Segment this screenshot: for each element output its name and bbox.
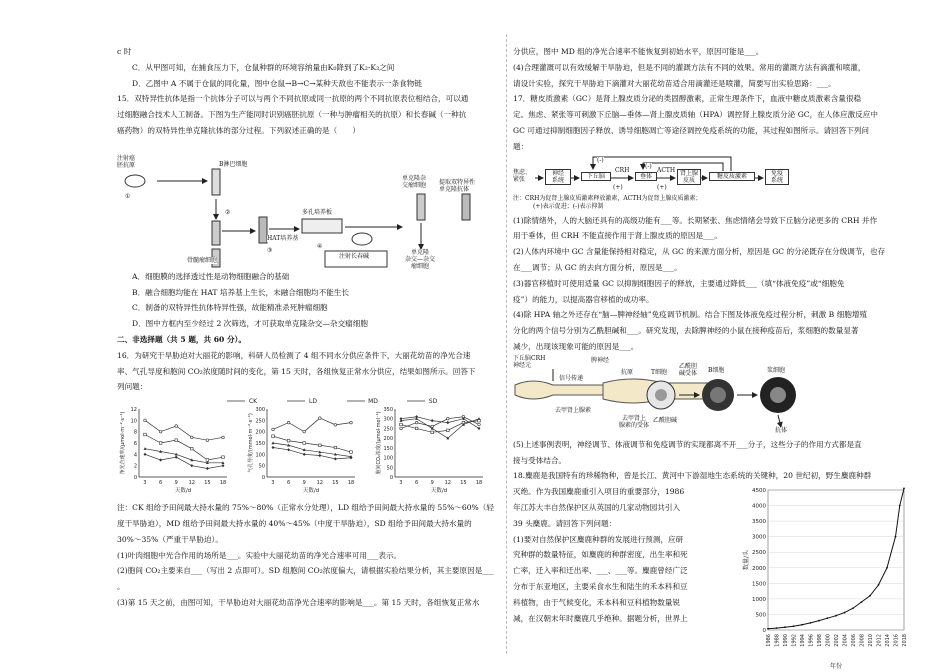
legend-entry: CK (248, 398, 258, 406)
x-tick-label: 2006 (851, 634, 857, 647)
y-axis-label: 净光合速率/(μmol·m⁻²·s⁻¹) (120, 411, 126, 475)
text-line: 亡率，迁入率和迁出率、___、___等。麋鹿曾经广泛 (513, 566, 688, 576)
data-point (222, 456, 225, 459)
text-line: 在___调节；从 GC 的去向方面分析，原因是___。 (513, 262, 682, 272)
y-tick-label: 50 (386, 465, 393, 472)
hypothalamus-box: 下丘脑 (581, 172, 611, 181)
text-line: 减，在汉朝末年时麋鹿几乎绝种。据题分析，世界上 (513, 613, 688, 623)
text-line: 灭绝。作为我国麋鹿重引入项目的重要部分，1986 (513, 487, 685, 497)
series-line-CK (401, 417, 479, 429)
y-tick-label: 300 (383, 416, 393, 423)
x-tick-label: 6 (287, 480, 291, 487)
y-tick-label: 500 (755, 612, 766, 619)
series-line-CK (273, 418, 351, 432)
step-4: ④ (317, 242, 323, 250)
step-2: ② (225, 208, 231, 216)
data-point (319, 444, 322, 447)
data-point (415, 427, 418, 430)
data-point (272, 446, 275, 449)
y-tick-label: 2 (133, 463, 137, 470)
series-line-SD (273, 448, 351, 459)
y-axis-label: 胞间CO₂浓度/(μmol·mol⁻¹) (376, 411, 382, 475)
note-line: 注：CK 组给予田间最大持水量的 75%～80%（正常水分处理），LD 组给予田间最大持水量的 55%～60%（轻 (117, 503, 494, 513)
hybrid-label: 单克隆 杂交—杂交 瘤细胞 (405, 248, 436, 270)
x-tick-label: 6 (415, 480, 419, 487)
data-point (303, 431, 306, 434)
data-point (447, 418, 450, 421)
data-point (144, 433, 147, 436)
text-line: 科植物，由于气候变化，禾本科和豆科植物数量锐 (513, 597, 681, 607)
y-tick-label: 4500 (752, 488, 766, 494)
data-point (903, 488, 905, 490)
data-point (175, 456, 178, 459)
data-point (144, 447, 147, 450)
option-b: B．融合细胞均能在 HAT 培养基上生长，未融合细胞均不能生长 (132, 287, 350, 297)
y-tick-label: 350 (383, 407, 393, 414)
data-point (206, 439, 209, 442)
data-point (431, 419, 434, 422)
y-tick-label: 10 (130, 418, 137, 425)
data-point (431, 431, 434, 434)
data-point (415, 421, 418, 424)
plasma-cell-label: 浆细胞 (767, 366, 786, 374)
t-cell-nucleus-icon (655, 389, 667, 401)
data-point (191, 448, 194, 451)
sub-question: (2)人体内环境中 GC 含量能保持相对稳定，从 GC 的来源方面分析，原因是 GC 的分泌既存在分级调节，也存 (513, 247, 886, 257)
option-c: C．制备的双特异性抗体特异性强，故能精准杀死肿瘤细胞 (132, 303, 328, 313)
data-point (318, 454, 321, 457)
x-tick-label: 1990 (783, 634, 789, 647)
data-point (159, 442, 162, 445)
option-a: A．细胞膜的选择透过性是动物细胞融合的基础 (132, 271, 290, 281)
data-point (478, 417, 481, 420)
y-tick-label: 200 (255, 429, 265, 436)
data-point (334, 457, 337, 460)
hat-label: HAT培养基 (267, 234, 299, 242)
x-axis-label: 天数/d (302, 488, 320, 495)
fusion-tube-icon (212, 221, 220, 245)
data-point (350, 451, 353, 454)
ach-receptor-label: 乙酰胆 碱受体 (679, 362, 698, 377)
y-tick-label: 150 (383, 446, 393, 453)
data-point (400, 417, 403, 420)
note-line: 度干旱胁迫），MD 组给予田间最大持水量的 40%～45%（中度干旱胁迫），SD 组给予田间最大持水量的 (117, 518, 472, 528)
data-point (478, 423, 481, 426)
x-tick-label: 18 (475, 480, 483, 487)
text-line: 分供应，图中 MD 组的净光合速率不能恢复到初始水平，原因可能是___。 (513, 47, 764, 56)
neuron-icon (515, 381, 603, 399)
x-tick-label: 6 (159, 480, 163, 487)
y-tick-label: 8 (133, 429, 137, 436)
y-tick-label: 4000 (752, 503, 766, 510)
mono-label: 单克隆杂 交瘤细胞 (402, 174, 427, 189)
extract-label: 提取双特异性 单克隆抗体 (439, 178, 476, 193)
y-axis-label: 数量/头 (743, 549, 750, 571)
option-d: D．乙图中 A 不属于仓鼠的同化量，图中仓鼠→B→C→某种天敌也不能表示一条食物链 (132, 78, 422, 88)
data-point (272, 435, 275, 438)
x-tick-label: 9 (430, 480, 434, 487)
immune-box: 免疫 系统 (765, 169, 789, 185)
y-tick-label: 6 (133, 441, 137, 448)
data-point (776, 627, 778, 629)
left-column (117, 44, 500, 611)
text-line: 率、气孔导度和胞间 CO₂浓度随时间的变化，第 15 天时，各组恢复正常水分供应，结果如图所示。回答下 (117, 366, 476, 376)
spleen-nerve-label: 脾神经 (591, 356, 610, 364)
x-tick-label: 3 (271, 480, 275, 487)
note: (+)表示促进；(-)表示抑制 (533, 202, 604, 210)
y-tick-label: 1000 (752, 596, 766, 603)
ach-label: 乙酰胆碱 (653, 416, 678, 424)
data-point (767, 628, 769, 630)
x-tick-label: 2018 (902, 634, 908, 647)
text-line: 减少，出现该现象可能的原因是___。 (513, 341, 639, 351)
data-point (415, 415, 418, 418)
b-cell-nucleus-icon (710, 387, 726, 403)
myeloma-label: 骨髓瘤细胞 (187, 256, 218, 264)
data-point (446, 421, 449, 424)
ne-label: 去甲肾上腺素 (555, 406, 592, 414)
subchart-2 (247, 407, 355, 494)
x-tick-label: 2014 (885, 634, 891, 647)
option-d: D．图中方框内至少经过 2 次筛选，才可获取单克隆杂交—杂交瘤细胞 (132, 319, 368, 329)
legend-entry: LD (309, 398, 317, 406)
y-tick-label: 3000 (752, 534, 766, 541)
brain-spleen-figure (513, 355, 908, 437)
data-point (784, 626, 786, 628)
charts-svg (117, 395, 500, 500)
text-line: 。 (117, 582, 125, 592)
data-point (319, 417, 322, 420)
text-line: 用于垂体，但 CRH 不能直接作用于肾上腺皮质的原因是___。 (513, 231, 723, 241)
series-line-SD (145, 454, 223, 468)
text-line: 题： (513, 141, 529, 151)
y-tick-label: 4 (133, 452, 137, 459)
x-tick-label: 12 (188, 480, 195, 487)
x-axis-label: 天数/d (174, 488, 192, 495)
text-line: 究种群的数量特征，如麋鹿的种群密度，出生率和死 (513, 550, 688, 560)
y-tick-label: 100 (255, 452, 265, 459)
x-tick-label: 18 (219, 480, 227, 487)
series-line-CK (145, 420, 223, 440)
crh-label: CRH (615, 166, 630, 174)
extract-tube-icon (462, 194, 470, 220)
mouse-icon (125, 175, 145, 187)
data-point (206, 459, 209, 462)
section-heading: 二、非选择题（共 5 题，共 60 分）。 (117, 334, 246, 344)
series-line-MD (145, 449, 223, 463)
data-point (447, 429, 450, 432)
x-tick-label: 1996 (808, 634, 815, 647)
y-tick-label: 0 (389, 475, 393, 482)
antigen-label: 抗原 (621, 368, 634, 376)
data-point (350, 421, 353, 424)
hat-tube-icon (259, 217, 267, 243)
y-tick-label: 150 (255, 441, 265, 448)
question-16: 16．为研究干旱胁迫对大丽花的影响，科研人员检测了 4 组不同水分供应条件下，大丽花幼苗的净光合速 (117, 350, 471, 360)
adrenal-box: 肾上腺 皮质 (677, 169, 701, 185)
hpa-axis-figure (513, 155, 908, 213)
y-tick-label: 0 (261, 475, 265, 482)
sub-question: (1)要对自然保护区麋鹿种群的发展进行预测，应研 (513, 534, 684, 544)
text-line: 请设计实验，探究干旱胁迫下滴灌对大丽花幼苗适合用滴灌还是喷灌，简要写出实验思路：___。 (513, 78, 836, 88)
y-tick-label: 300 (255, 407, 265, 414)
x-tick-label: 1988 (774, 634, 781, 647)
y-tick-label: 0 (762, 628, 766, 634)
data-point (175, 439, 178, 442)
population-line (768, 488, 904, 628)
data-point (190, 464, 193, 467)
step-3: ③ (267, 246, 273, 254)
feedback-minus: (-) (597, 156, 604, 164)
data-point (159, 431, 162, 434)
x-axis-label: 天数/d (430, 488, 448, 495)
x-tick-label: 18 (347, 480, 355, 487)
x-tick-label: 3 (143, 480, 147, 487)
data-point (844, 612, 846, 614)
data-point (835, 615, 837, 617)
subchart-1 (119, 407, 227, 494)
data-point (793, 625, 795, 627)
data-point (144, 419, 147, 422)
y-tick-label: 1500 (752, 581, 766, 588)
x-tick-label: 15 (204, 480, 211, 487)
data-point (899, 505, 901, 507)
sub-question: (3)第 15 天之前，由图可知，干旱胁迫对大丽花幼苗净光合速率的影响是___。第 15 天时，各组恢复正常水 (117, 597, 480, 607)
y-tick-label: 250 (255, 418, 265, 425)
acth-label: ACTH (657, 166, 676, 174)
y-tick-label: 2500 (752, 550, 766, 557)
note: 注：CRH为促肾上腺皮质激素释放激素，ACTH为促肾上腺皮质激素； (513, 195, 813, 202)
data-point (861, 601, 863, 603)
multiwell-plate-icon (302, 219, 342, 233)
vinblastine-label: 注射长春碱 (339, 252, 370, 260)
y-axis-label: 气孔导度/(mmol·m⁻²·s⁻¹) (248, 413, 254, 474)
gc-box: 糖皮质激素 (709, 172, 755, 181)
question-15: 15．双特异性抗体是指一个抗体分子可以与两个不同抗原或同一抗原的两个不同抗原表位相结合，可以通 (117, 94, 469, 104)
x-tick-label: 2004 (842, 634, 849, 647)
data-point (206, 467, 209, 470)
sub-question: (1)除情绪外，人的大脑还具有的高级功能有___等。长期紧张、焦虑情绪会导致下丘脑分泌更多的 CRH 并作 (513, 215, 878, 225)
data-point (852, 607, 854, 609)
text-line: 39 头麋鹿。请回答下列问题： (513, 518, 617, 528)
deer-population-chart (740, 484, 910, 670)
sub-question: (3)器官移植时可使用适量 GC 以抑制细胞因子的释放，主要通过降低___（填“体液免疫”或“细胞免 (513, 278, 845, 288)
ne-receptor-label: 去甲肾上 腺素的受体 (619, 414, 650, 429)
data-point (191, 436, 194, 439)
option-c: C．从甲图可知，在捕食压力下，仓鼠种群的环境容纳量由K₀降到了K₂-K₃之间 (132, 62, 395, 72)
data-point (400, 427, 403, 430)
x-tick-label: 2000 (825, 634, 832, 647)
pituitary-box: 垂体 (635, 172, 657, 181)
text-line: 列问题： (117, 382, 148, 392)
q18-text-block (513, 484, 743, 626)
legend-entry: SD (428, 398, 438, 406)
data-point (303, 453, 306, 456)
antibody-process-figure (117, 139, 500, 269)
column-divider (506, 34, 507, 654)
text-line: 分化的两个信号分别为乙酰胆碱和___。研究发现，去除脾神经的小鼠在接种疫苗后，浆细胞的数量显著 (513, 326, 859, 336)
data-point (159, 459, 162, 462)
plot-frame (768, 490, 904, 630)
text-line: c 时 (117, 47, 132, 56)
data-point (144, 453, 147, 456)
y-tick-label: 2000 (752, 565, 766, 572)
data-point (827, 617, 829, 619)
y-tick-label: 3500 (752, 519, 766, 526)
b-cell-label: B细胞 (708, 366, 725, 374)
data-point (895, 536, 897, 538)
stimulus-label: 焦虑、 紧张 (513, 168, 532, 183)
signal-label: 信号传递 (559, 374, 584, 382)
y-tick-label: 0 (133, 475, 137, 482)
data-point (478, 427, 481, 430)
data-point (287, 440, 290, 443)
sub-question: (5)上述事例表明，神经调节、体液调节和免疫调节的实现都离不开___分子，这些分子的作用方式都是直 (513, 439, 862, 449)
subchart-3 (375, 407, 483, 494)
nervous-system-box: 神经 系统 (545, 169, 571, 185)
x-tick-label: 15 (460, 480, 467, 487)
y-tick-label: 100 (383, 455, 393, 462)
x-tick-label: 3 (399, 480, 403, 487)
data-point (818, 620, 820, 622)
mouse-label: 注射癌 胚抗原 (117, 155, 157, 169)
text-line: 疫”）的能力，以提高器官移植的成功率。 (513, 294, 654, 304)
text-line: 接与受体结合。 (513, 455, 567, 465)
y-tick-label: 250 (383, 426, 393, 433)
x-tick-label: 12 (444, 480, 451, 487)
text-line: GC 可通过抑制细胞因子释放、诱导细胞凋亡等途径调控免疫系统的功能，其过程如图所示。请回答下列问 (513, 125, 870, 135)
text-line: 年江苏大丰自然保护区从英国的几家动物园共引入 (513, 502, 681, 512)
b-cell-label: B淋巴细胞 (219, 160, 248, 168)
text-line: 过细胞融合技术人工制备。下图为生产能同时识别癌胚抗原（一种与肿瘤相关的抗原）和长春碱（一种抗 (117, 110, 467, 120)
question-17: 17．糖皮质激素（GC）是肾上腺皮质分泌的类固醇激素，正常生理条件下，血液中糖皮质激素含量很稳 (513, 94, 862, 104)
data-point (287, 448, 290, 451)
step-1: ① (125, 192, 131, 200)
promote-plus: (+) (657, 183, 667, 191)
data-point (878, 584, 880, 586)
x-tick-label: 2016 (893, 634, 900, 647)
data-point (334, 446, 337, 449)
data-point (222, 464, 225, 467)
text-line: 定。焦虑、紧张等可刺激下丘脑—垂体—肾上腺皮质轴（HPA）调控肾上腺皮质分泌 GC，在人体应激反应中 (513, 110, 878, 120)
x-axis-label: 年份 (829, 663, 843, 670)
x-tick-label: 9 (302, 480, 306, 487)
data-point (400, 423, 403, 426)
data-point (869, 595, 871, 597)
mouse-icon (352, 233, 372, 245)
photosynthesis-charts (117, 395, 500, 500)
y-tick-label: 12 (130, 407, 137, 414)
sub-question: (4)除 HPA 轴之外还存在“脑—脾神经轴”免疫调节机制。结合下图及体液免疫过程分析，刺激 B 细胞增殖 (513, 310, 868, 320)
series-line-LD (145, 435, 223, 461)
x-tick-label: 1994 (800, 634, 806, 647)
y-tick-label: 50 (258, 463, 265, 470)
data-point (222, 436, 225, 439)
t-cell-label: T细胞 (651, 368, 668, 376)
sub-question: (4)合理灌溉可以有效缓解干旱胁迫，但是不同的灌溉方法有不同的效果。常用的灌溉方法有滴灌和喷灌， (513, 62, 866, 72)
b-cell-tube-icon (212, 169, 220, 195)
sub-question: (1)叶肉细胞中光合作用的场所是___。实验中大丽花幼苗的净光合速率可用___表示。 (117, 550, 402, 560)
crh-neuron-label: 下丘脑CRH 神经元 (513, 354, 546, 369)
text-line: 癌药物）的双特异性单克隆抗体的部分过程。下列叙述正确的是（ ） (117, 125, 360, 135)
y-tick-label: 200 (383, 436, 393, 443)
data-point (886, 567, 888, 569)
mono-tube-icon (417, 194, 425, 220)
x-tick-label: 1998 (817, 634, 823, 647)
legend-entry: MD (368, 398, 378, 406)
sub-question: (2)胞间 CO₂主要来自___（写出 2 点即可）。SD 组胞间 CO₂浓度偏大，请根据实验结果分析，其主要原因是___ (117, 566, 494, 576)
x-tick-label: 15 (332, 480, 339, 487)
data-point (810, 622, 812, 624)
data-point (303, 442, 306, 445)
x-tick-label: 2008 (859, 634, 866, 647)
feedback-minus: (-) (645, 162, 652, 170)
antibody-label: 抗体 (775, 426, 788, 434)
note-line: 30%～35%（严重干旱胁迫）。 (117, 534, 223, 544)
x-tick-label: 1986 (766, 634, 772, 647)
question-18: 18.麋鹿是我国特有的珍稀物种，曾是长江、黄河中下游湿地生态系统的关键种，20 世纪初，野生麋鹿种群 (513, 471, 872, 481)
text-line: 分布于东亚地区，主要采食水生和陆生的禾本科和豆 (513, 581, 688, 591)
x-tick-label: 9 (174, 480, 178, 487)
data-point (287, 421, 290, 424)
data-point (334, 424, 337, 427)
promote-plus: (+) (613, 183, 623, 191)
series-line-LD (273, 436, 351, 452)
data-point (801, 624, 803, 626)
plasma-nucleus-icon (770, 387, 786, 403)
x-tick-label: 2002 (834, 634, 840, 647)
x-tick-label: 1992 (791, 634, 798, 647)
x-tick-label: 2012 (876, 634, 883, 647)
antibody-process-diagram (117, 139, 500, 269)
data-point (272, 428, 275, 431)
plate-label: 多孔培养板 (302, 208, 333, 216)
data-point (175, 425, 178, 428)
x-tick-label: 12 (316, 480, 323, 487)
x-tick-label: 2010 (868, 634, 874, 647)
